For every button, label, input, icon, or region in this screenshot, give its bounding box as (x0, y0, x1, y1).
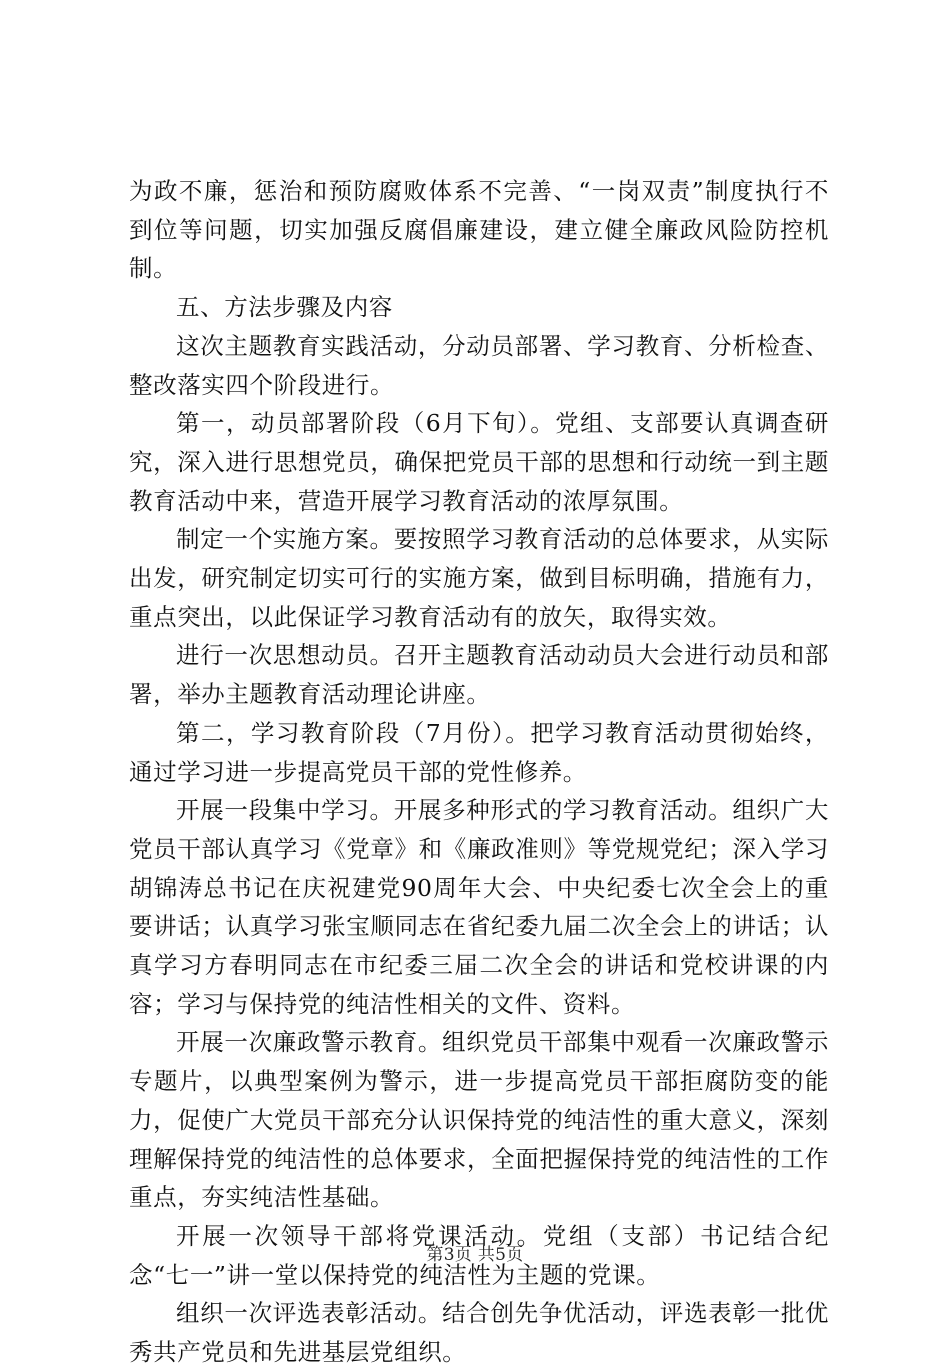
page-number-footer: 第3页 共5页 (426, 1245, 524, 1265)
paragraph: 第一，动员部署阶段（6月下旬）。党组、支部要认真调查研究，深入进行思想党员，确保把党员干部的思想和行动统一到主题教育活动中来，营造开展学习教育活动的浓厚氛围。 (129, 409, 829, 515)
paragraph: 组织一次评选表彰活动。结合创先争优活动，评选表彰一批优秀共产党员和先进基层党组织。 (129, 1299, 829, 1367)
paragraph: 开展一次廉政警示教育。组织党员干部集中观看一次廉政警示专题片，以典型案例为警示，进一步提高党员干部拒腐防变的能力，促使广大党员干部充分认识保持党的纯洁性的重大意义，深刻理解保持党的纯洁性的总体要求，全面把握保持党的纯洁性的工作重点，夯实纯洁性基础。 (129, 1028, 829, 1212)
paragraph: 开展一段集中学习。开展多种形式的学习教育活动。组织广大党员干部认真学习《党章》和《廉政准则》等党规党纪；深入学习胡锦涛总书记在庆祝建党90周年大会、中央纪委七次全会上的重要讲话；认真学习张宝顺同志在省纪委九届二次全会上的讲话；认真学习方春明同志在市纪委三届二次全会的讲话和党校讲课的内容；学习与保持党的纯洁性相关的文件、资料。 (129, 796, 829, 1018)
paragraph: 制定一个实施方案。要按照学习教育活动的总体要求，从实际出发，研究制定切实可行的实施方案，做到目标明确，措施有力，重点突出，以此保证学习教育活动有的放矢，取得实效。 (129, 525, 829, 631)
paragraph: 开展一次领导干部将党课活动。党组（支部）书记结合纪念“七一”讲一堂以保持党的纯洁性为主题的党课。 (129, 1221, 829, 1289)
paragraph: 第二，学习教育阶段（7月份）。把学习教育活动贯彻始终，通过学习进一步提高党员干部的党性修养。 (129, 718, 829, 786)
paragraph: 进行一次思想动员。召开主题教育活动动员大会进行动员和部署，举办主题教育活动理论讲座。 (129, 641, 829, 709)
paragraph: 这次主题教育实践活动，分动员部署、学习教育、分析检查、整改落实四个阶段进行。 (129, 331, 829, 399)
document-body (129, 172, 829, 1372)
paragraph-continuation: 为政不廉，惩治和预防腐败体系不完善、“一岗双责”制度执行不到位等问题，切实加强反腐倡廉建设，建立健全廉政风险防控机制。 (129, 177, 829, 283)
section-heading: 五、方法步骤及内容 (176, 293, 393, 322)
